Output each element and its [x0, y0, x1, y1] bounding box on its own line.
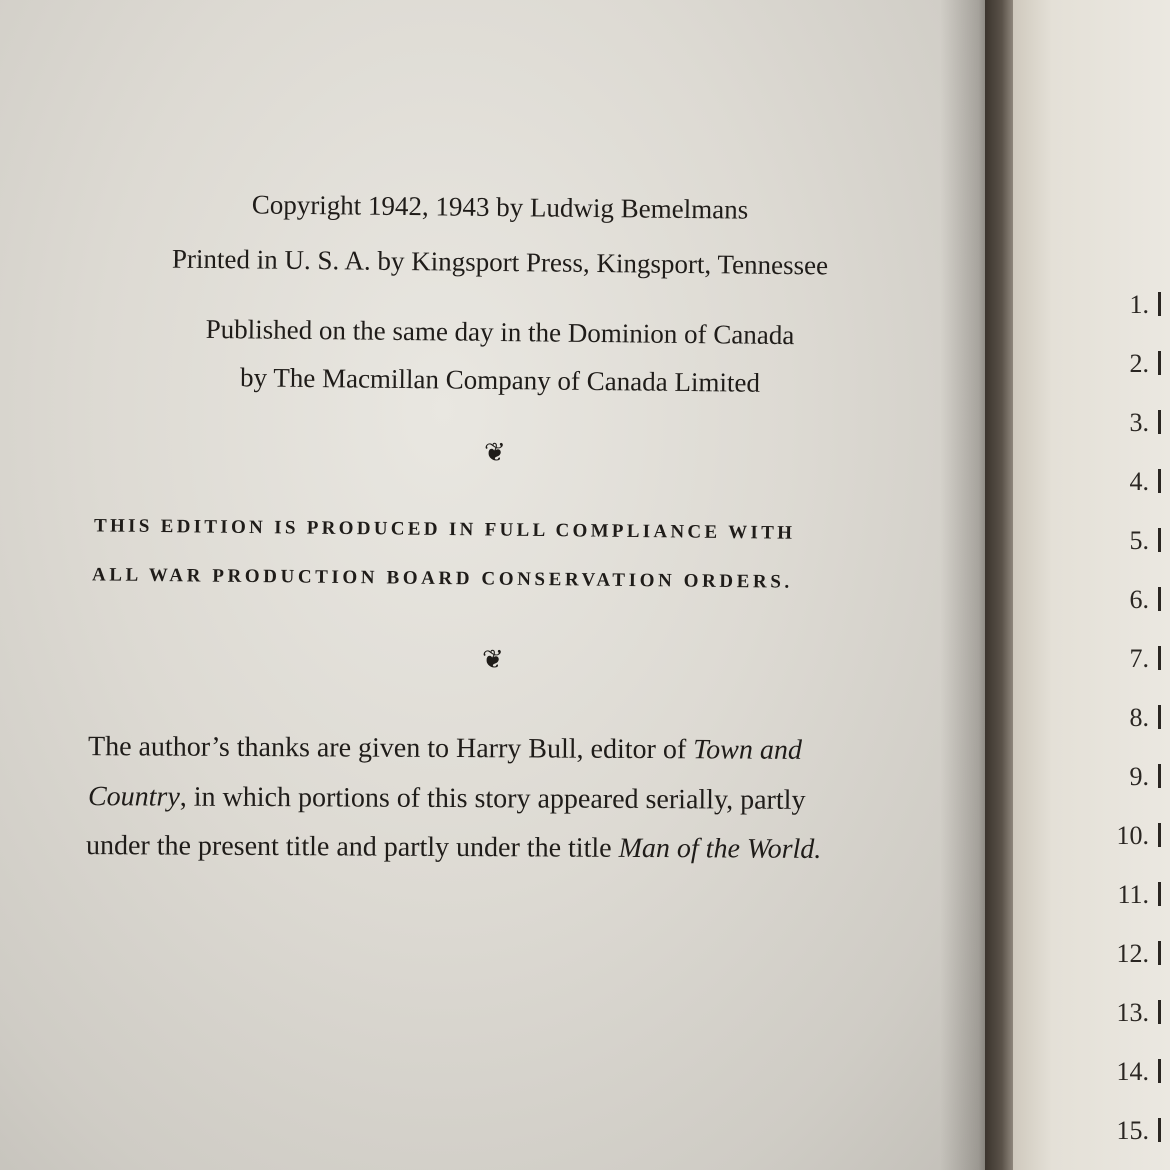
toc-entry — [1085, 821, 1168, 861]
toc-number: 3. — [1129, 408, 1149, 437]
copyright-line: Copyright 1942, 1943 by Ludwig Bemelmans — [251, 189, 749, 225]
toc-number: 13. — [1116, 998, 1149, 1027]
canada-publisher-line: by The Macmillan Company of Canada Limited — [239, 362, 761, 398]
toc-entry — [1085, 290, 1168, 330]
toc-number: 14. — [1116, 1057, 1149, 1086]
toc-entry — [1085, 1116, 1168, 1156]
toc-entry — [1085, 644, 1168, 684]
toc-number: 1. — [1129, 290, 1149, 319]
toc-entry — [1085, 1057, 1168, 1097]
toc-number: 9. — [1129, 762, 1149, 791]
toc-title-cut-off — [1158, 410, 1168, 434]
toc-number: 11. — [1117, 880, 1149, 909]
toc-number: 6. — [1129, 585, 1149, 614]
toc-title-cut-off — [1158, 528, 1168, 552]
floral-ornament-icon: ❦ — [484, 438, 506, 468]
canada-publication-line: Published on the same day in the Dominion of Canada — [205, 313, 795, 351]
toc-number: 7. — [1129, 644, 1149, 673]
toc-title-cut-off — [1158, 587, 1168, 611]
acknowledgment-text: , in which portions of this story appeared serially, partly — [179, 781, 806, 816]
toc-number: 8. — [1129, 703, 1149, 732]
toc-entry — [1085, 939, 1168, 979]
magazine-title: Country — [87, 781, 180, 813]
toc-title-cut-off — [1158, 882, 1168, 906]
toc-title-cut-off — [1158, 1118, 1168, 1142]
toc-entry — [1085, 349, 1168, 389]
toc-number: 12. — [1116, 939, 1149, 968]
alternate-title: Man of the World. — [618, 832, 822, 865]
toc-entry — [1085, 998, 1168, 1038]
toc-entry — [1085, 467, 1168, 507]
toc-entry — [1085, 585, 1168, 625]
toc-number: 5. — [1129, 526, 1149, 555]
printer-line: Printed in U. S. A. by Kingsport Press, Kingsport, Tennessee — [171, 243, 829, 281]
acknowledgment-text: The author’s thanks are given to Harry Bull, editor of — [87, 731, 694, 766]
toc-number: 2. — [1129, 349, 1149, 378]
toc-title-cut-off — [1158, 1000, 1168, 1024]
magazine-title: Town and — [693, 734, 802, 766]
acknowledgment-line-2 — [88, 781, 806, 817]
toc-title-cut-off — [1158, 941, 1168, 965]
toc-title-cut-off — [1158, 1059, 1168, 1083]
toc-number: 10. — [1116, 821, 1149, 850]
toc-title-cut-off — [1158, 764, 1168, 788]
toc-title-cut-off — [1158, 351, 1168, 375]
acknowledgment-line-1 — [88, 731, 802, 767]
toc-number: 15. — [1116, 1116, 1149, 1145]
floral-ornament-icon: ❦ — [482, 645, 504, 675]
toc-title-cut-off — [1158, 469, 1168, 493]
toc-title-cut-off — [1158, 823, 1168, 847]
toc-entry — [1085, 703, 1168, 743]
book-gutter — [985, 0, 1013, 1170]
toc-entry — [1085, 880, 1168, 920]
war-notice-line-1: THIS EDITION IS PRODUCED IN FULL COMPLIANCE WITH — [93, 515, 796, 544]
toc-number: 4. — [1129, 467, 1149, 496]
toc-entry — [1085, 408, 1168, 448]
toc-title-cut-off — [1158, 705, 1168, 729]
war-notice-line-2: ALL WAR PRODUCTION BOARD CONSERVATION ORDERS. — [91, 564, 793, 593]
toc-entry — [1085, 526, 1168, 566]
acknowledgment-text: under the present title and partly under the title — [85, 830, 619, 864]
toc-title-cut-off — [1158, 292, 1168, 316]
toc-title-cut-off — [1158, 646, 1168, 670]
acknowledgment-line-3 — [86, 830, 822, 866]
toc-entry — [1085, 762, 1168, 802]
